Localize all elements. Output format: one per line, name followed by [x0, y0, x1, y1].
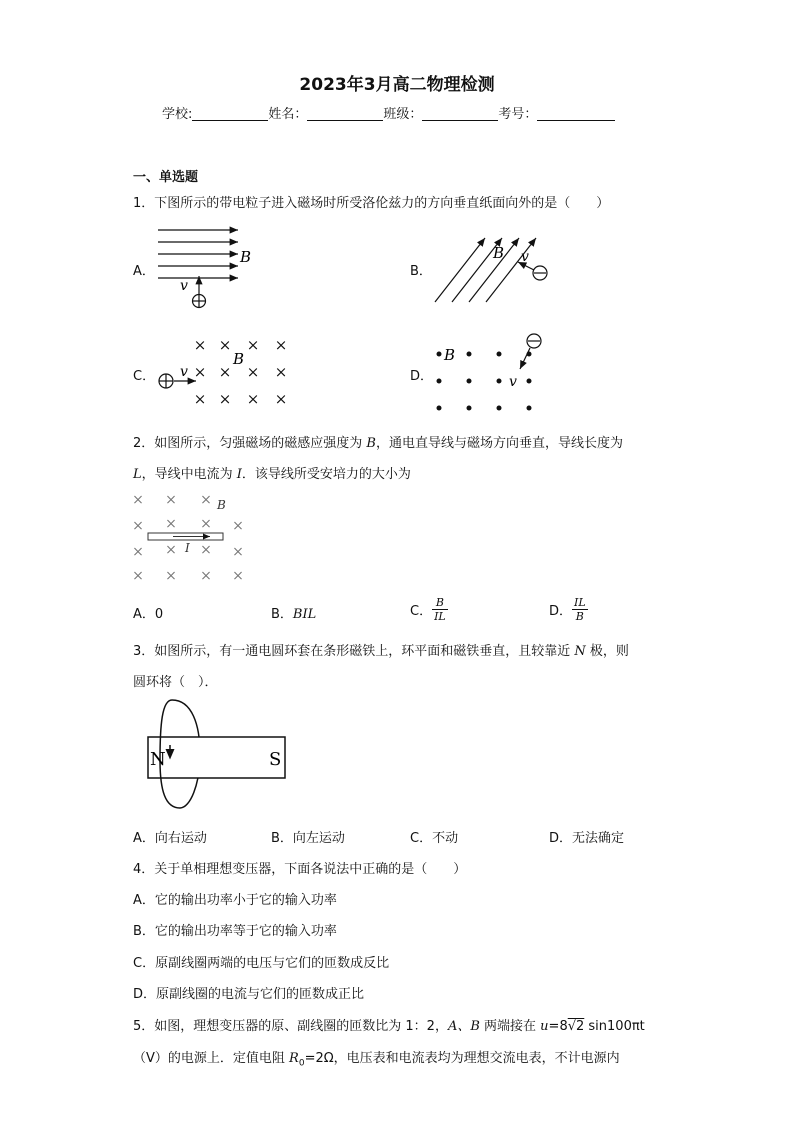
page-title: 2023年3月高二物理检测 [299, 75, 495, 95]
q1-option-b-label: B． [410, 264, 432, 279]
svg-text:×: × [246, 363, 260, 381]
q1c-v-label: v [180, 364, 188, 380]
svg-text:×: × [246, 336, 260, 354]
name-label: 姓名： [268, 107, 308, 122]
svg-text:×: × [165, 516, 177, 532]
q1-option-d-label: D． [410, 369, 434, 384]
magnet-s-pole: S [269, 749, 282, 770]
q3-option-a: A．向右运动 [133, 831, 207, 846]
q1-option-a-label: A． [133, 264, 155, 279]
id-label: 考号： [498, 107, 538, 122]
q2-stem-line1: 2．如图所示，匀强磁场的磁感应强度为 B，通电直导线与磁场方向垂直，导线长度为 [133, 436, 623, 451]
svg-text:×: × [200, 568, 212, 584]
q1c-b-label: B [233, 350, 245, 368]
q2-option-a: A．0 [133, 607, 164, 622]
q3-stem-line1: 3．如图所示，有一通电圆环套在条形磁铁上，环平面和磁铁垂直，且较靠近 N 极，则 [133, 644, 629, 659]
q1d-v-label: v [509, 374, 517, 390]
class-label: 班级： [383, 107, 423, 122]
school-blank[interactable] [192, 106, 268, 121]
q3-option-b: B．向左运动 [271, 831, 345, 846]
q2-option-c: C． $\frac{B}{IL}$ [410, 596, 446, 623]
q1a-b-label: B [240, 248, 252, 266]
svg-text:×: × [132, 544, 144, 560]
q2-i-label: I [185, 541, 190, 555]
section-heading: 一、单选题 [133, 170, 199, 185]
svg-text:×: × [132, 568, 144, 584]
svg-text:×: × [193, 336, 207, 354]
svg-text:×: × [232, 544, 244, 560]
svg-text:×: × [200, 516, 212, 532]
q4-stem: 4．关于单相理想变压器，下面各说法中正确的是（ ） [133, 862, 467, 877]
id-blank[interactable] [537, 106, 615, 121]
q4-option-b: B．它的输出功率等于它的输入功率 [133, 924, 337, 939]
positive-charge-icon [159, 374, 173, 388]
name-blank[interactable] [307, 106, 383, 121]
svg-text:×: × [165, 568, 177, 584]
q3-option-d: D．无法确定 [549, 831, 625, 846]
svg-text:×: × [218, 336, 232, 354]
q5-stem-line2: （V）的电源上．定值电阻 $R_0=2\Omega$，电压表和电流表均为理想交流电表，不计电源内 [133, 1051, 620, 1069]
negative-charge-icon [527, 334, 541, 348]
svg-text:×: × [200, 492, 212, 508]
q1-stem: 1．下图所示的带电粒子进入磁场时所受洛伦兹力的方向垂直纸面向外的是（ ） [133, 196, 610, 211]
svg-text:×: × [274, 390, 288, 408]
q3-figure [140, 695, 295, 815]
q2-b-label: B [217, 498, 226, 512]
q5-stem-line1: 5．如图，理想变压器的原、副线圈的匝数比为 1：2，A、B 两端接在 u=8√2 sin100πt [133, 1019, 645, 1034]
class-blank[interactable] [422, 106, 498, 121]
svg-text:×: × [132, 518, 144, 534]
q1d-b-label: B [444, 346, 456, 364]
q1a-v-label: v [180, 278, 188, 294]
svg-text:×: × [193, 390, 207, 408]
svg-text:×: × [274, 336, 288, 354]
school-label: 学校: [162, 107, 193, 122]
svg-text:×: × [274, 363, 288, 381]
svg-text:×: × [132, 492, 144, 508]
q1-figure-d [430, 332, 550, 417]
svg-text:×: × [200, 542, 212, 558]
svg-text:×: × [232, 568, 244, 584]
negative-charge-icon [533, 266, 547, 280]
student-info-row [162, 103, 615, 122]
q2-figure [128, 490, 253, 585]
q2-stem-line2: L，导线中电流为 I．该导线所受安培力的大小为 [133, 467, 411, 482]
q1b-b-label: B [493, 244, 505, 262]
q2-option-d: D． $\frac{IL}{B}$ [549, 596, 586, 623]
magnet-n-pole: N [150, 749, 166, 770]
svg-text:×: × [232, 518, 244, 534]
q1-figure-b [430, 230, 560, 310]
svg-text:×: × [246, 390, 260, 408]
positive-charge-icon [193, 295, 206, 308]
q1b-v-label: v [521, 249, 529, 265]
svg-text:×: × [218, 390, 232, 408]
svg-text:×: × [193, 363, 207, 381]
q3-stem-line2: 圆环将（ ）． [133, 675, 218, 690]
q3-option-c: C．不动 [410, 831, 459, 846]
q4-option-c: C．原副线圈两端的电压与它们的匝数成反比 [133, 956, 390, 971]
svg-text:×: × [165, 492, 177, 508]
q1-option-c-label: C． [133, 369, 156, 384]
svg-text:×: × [165, 542, 177, 558]
q1-figure-c [150, 332, 300, 412]
q4-option-d: D．原副线圈的电流与它们的匝数成正比 [133, 987, 365, 1002]
q1-figure-a [150, 222, 260, 312]
svg-text:×: × [218, 363, 232, 381]
q4-option-a: A．它的输出功率小于它的输入功率 [133, 893, 337, 908]
q2-option-b: B．BIL [271, 607, 317, 622]
